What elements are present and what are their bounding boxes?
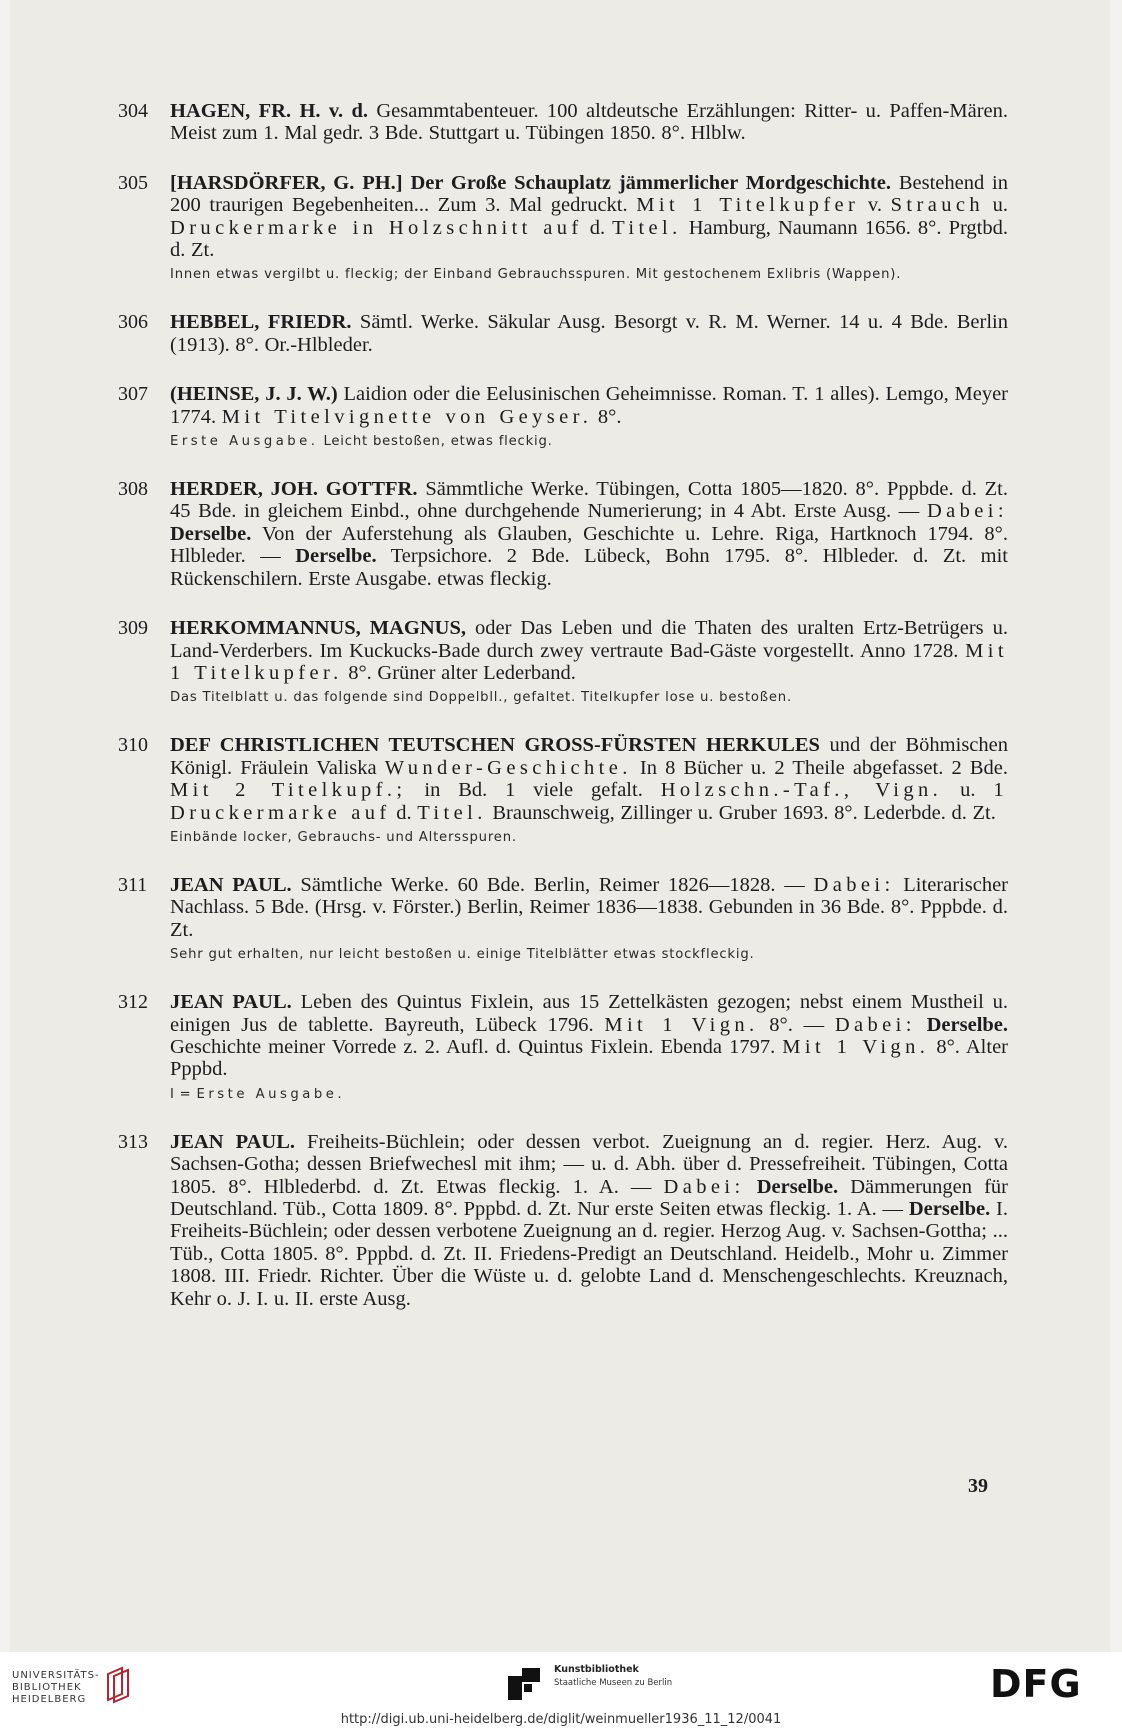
note-text-run: Sehr gut erhalten, nur leicht bestoßen u. einige Titelblätter etwas stockfleckig. xyxy=(170,947,755,963)
uni-logo-line: UNIVERSITÄTS- xyxy=(12,1670,100,1681)
entry-number: 310 xyxy=(118,734,148,757)
spaced-text: Mit 2 Titelkupf.; xyxy=(170,779,407,802)
entry-condition-note xyxy=(170,829,1008,847)
scanned-page xyxy=(10,0,1110,1652)
entry-text-run: In 8 Bücher u. 2 Theile abgefasset. 2 Bde. xyxy=(631,756,1008,779)
uni-logo-line: HEIDELBERG xyxy=(12,1694,87,1705)
catalog-entry xyxy=(118,311,1008,356)
spaced-text: Mit 1 Titelkupfer xyxy=(636,194,860,217)
catalog-entry xyxy=(118,100,1008,145)
entry-body xyxy=(170,734,1008,847)
entry-condition-note xyxy=(170,433,1008,451)
catalog-entry xyxy=(118,991,1008,1104)
entry-number: 304 xyxy=(118,100,148,122)
entry-text-run: Von der Auferstehung als Glauben, Geschichte u. Lehre. Riga, Hartknoch 1794. 8°. Hlbleder. — xyxy=(170,522,1008,568)
entry-text-run: u. xyxy=(942,779,994,802)
kunstbibliothek-name: Kunstbibliothek xyxy=(554,1664,639,1675)
spaced-text: Holzschn.-Taf., Vign. xyxy=(660,779,943,802)
entry-text-run: Hamburg, Naumann 1656. 8°. Prgtbd. d. Zt. xyxy=(170,216,1008,262)
spaced-text: Titel. xyxy=(612,216,682,239)
entry-number: 307 xyxy=(118,383,148,406)
entry-text-run: 8°. xyxy=(592,405,622,428)
note-text-run: Einbände locker, Gebrauchs- und Altersspuren. xyxy=(170,829,517,845)
entry-description xyxy=(170,734,1008,824)
entry-condition-note xyxy=(170,946,1008,964)
entry-text-run: Dämmerungen für Deutschland. Tüb., Cotta 1809. 8°. Pppbd. d. Zt. Nur erste Seiten etwas fleckig. 1. A. — xyxy=(170,1175,1009,1220)
entry-description xyxy=(170,383,1008,428)
entry-text-run: u. xyxy=(984,194,1009,217)
catalog-entry xyxy=(118,172,1008,285)
entry-description xyxy=(170,311,1008,356)
entry-text-run: Sämmtliche Werke. Tübingen, Cotta 1805—1820. 8°. Pppbde. d. Zt. 45 Bde. in gleichem Einbd., ohne durchgehende Numerierung; in 4 Abt. Erste Ausg. — xyxy=(170,478,1009,523)
entry-author: JEAN PAUL. xyxy=(170,1130,295,1153)
entry-text-run: Bestehend in 200 traurigen Begebenheiten... Zum 3. Mal gedruckt. xyxy=(170,171,1008,217)
entry-body xyxy=(170,383,1008,451)
kunstbibliothek-subtitle: Staatliche Museen zu Berlin xyxy=(554,1678,673,1688)
entry-author: HERKOMMANNUS, MAGNUS, xyxy=(170,617,466,640)
spaced-text: Mit Titelvignette von Geyser. xyxy=(221,405,593,428)
museum-mark-icon xyxy=(508,1668,544,1700)
entry-condition-note xyxy=(170,689,1008,707)
spaced-text: Dabei: xyxy=(926,500,1008,523)
spaced-text: Titel. xyxy=(417,801,487,824)
footer xyxy=(0,1652,1122,1733)
entry-description xyxy=(170,617,1008,684)
bold-text: Derselbe. xyxy=(170,522,252,545)
entry-text-run: Sämtliche Werke. 60 Bde. Berlin, Reimer 1826—1828. — xyxy=(291,873,814,896)
entry-author: JEAN PAUL. xyxy=(170,991,292,1014)
entry-description xyxy=(170,1131,1008,1310)
catalog-entry xyxy=(118,874,1008,964)
spaced-text: Druckermarke in Holzschnitt auf xyxy=(170,216,583,239)
entry-number: 305 xyxy=(118,171,148,194)
entry-text-run: 8°. Alter Pppbd. xyxy=(170,1035,1008,1081)
catalog-entry xyxy=(118,1131,1008,1310)
entry-body xyxy=(170,1131,1008,1310)
entry-body xyxy=(170,991,1008,1104)
entry-text-run: v. xyxy=(859,194,891,217)
entry-number: 306 xyxy=(118,311,148,334)
catalog-entry xyxy=(118,617,1008,707)
note-text-run: Das Titelblatt u. das folgende sind Doppelbll., gefaltet. Titelkupfer lose u. bestoßen. xyxy=(170,690,792,706)
entry-number: 312 xyxy=(118,991,148,1014)
spaced-text: Mit 1 Vign. xyxy=(604,1013,759,1036)
catalog-entries xyxy=(118,100,1008,1337)
spaced-text: Erste Ausgabe. xyxy=(170,434,319,450)
uni-logo-line: BIBLIOTHEK xyxy=(12,1682,82,1693)
catalog-entry xyxy=(118,478,1008,590)
entry-text-run xyxy=(745,1176,757,1198)
entry-author: DEF CHRISTLICHEN TEUTSCHEN GROSS-FÜRSTEN HERKULES xyxy=(170,734,820,757)
spaced-text: Wunder-Geschichte. xyxy=(384,756,632,779)
entry-condition-note xyxy=(170,1086,1008,1104)
catalog-entry xyxy=(118,383,1008,451)
page-number: 39 xyxy=(968,1475,988,1497)
entry-text-run: I. Freiheits-Büchlein; oder dessen verbotene Zueignung an d. regier. Herzog Aug. v. Sachsen-Gottha; ... Tüb., Cotta 1805. 8°. Pppbd. d. Zt. II. Friedens-Predigt an Deutschland. Heidelb., Mohr u. Zimmer 1808. III. Friedr. Richter. Über die Wüste u. d. gelobte Land d. Menschengeschlechts. Kreuznach, Kehr o. J. I. u. II. erste Ausg. xyxy=(170,1198,1009,1310)
entry-text-run: Terpsichore. 2 Bde. Lübeck, Bohn 1795. 8°. Hlbleder. d. Zt. mit Rückenschilern. Erste Ausgabe. etwas fleckig. xyxy=(170,545,1008,590)
entry-text-run: in Bd. 1 viele gefalt. xyxy=(406,779,661,802)
catalog-entry xyxy=(118,734,1008,847)
entry-description xyxy=(170,172,1008,262)
entry-author: HEBBEL, FRIEDR. xyxy=(170,311,352,334)
spaced-text: 1 Druckermarke auf xyxy=(170,779,1009,824)
spaced-text: Erste Ausgabe. xyxy=(196,1086,346,1102)
spaced-text: Dabei: xyxy=(663,1175,745,1198)
entry-text-run xyxy=(916,1014,927,1036)
university-library-logo[interactable] xyxy=(12,1670,100,1706)
entry-body xyxy=(170,172,1008,285)
entry-description xyxy=(170,874,1008,941)
permalink-url[interactable]: http://digi.ub.uni-heidelberg.de/diglit/weinmueller1936_11_12/0041 xyxy=(340,1712,782,1727)
entry-author: HERDER, JOH. GOTTFR. xyxy=(170,478,418,501)
entry-text-run: d. xyxy=(390,801,418,824)
entry-body xyxy=(170,311,1008,356)
entry-text-run: Sämtl. Werke. Säkular Ausg. Besorgt v. R. M. Werner. 14 u. 4 Bde. Berlin (1913). 8°. Or.-Hlbleder. xyxy=(170,311,1008,356)
dfg-logo[interactable]: DFG xyxy=(990,1662,1082,1706)
spaced-text: Mit 1 Vign. xyxy=(782,1035,930,1058)
entry-text-run: Literarischer Nachlass. 5 Bde. (Hrsg. v. Förster.) Berlin, Reimer 1836—1838. Gebunden in 36 Bde. 8°. Pppbde. d. Zt. xyxy=(170,873,1008,941)
bold-text: Derselbe. xyxy=(926,1013,1009,1036)
entry-description xyxy=(170,100,1008,145)
entry-text-run: Braunschweig, Zillinger u. Gruber 1693. 8°. Lederbde. d. Zt. xyxy=(486,801,996,824)
entry-body xyxy=(170,874,1008,964)
entry-text-run: Gesammtabenteuer. 100 altdeutsche Erzählungen: Ritter- u. Paffen-Mären. Meist zum 1. Mal gedr. 3 Bde. Stuttgart u. Tübingen 1850. 8°. Hlblw. xyxy=(170,100,1008,145)
spaced-text: Dabei: xyxy=(813,873,895,896)
entry-text-run: oder Das Leben und die Thaten des uralten Ertz-Betrügers u. Land-Verderbers. Im Kuckucks-Bade durch zwey vertraute Bad-Gäste vorgestellt. Anno 1728. xyxy=(170,617,1008,662)
book-icon xyxy=(104,1664,134,1704)
entry-number: 311 xyxy=(118,873,148,896)
entry-body xyxy=(170,478,1008,590)
kunstbibliothek-logo[interactable] xyxy=(508,1660,708,1700)
entry-author: HAGEN, FR. H. v. d. xyxy=(170,100,368,122)
entry-text-run: und der Böhmischen Königl. Fräulein Valiska xyxy=(170,734,1008,779)
entry-author: (HEINSE, J. J. W.) xyxy=(170,383,338,406)
note-text-run: I = xyxy=(170,1086,197,1102)
entry-body xyxy=(170,617,1008,707)
entry-body xyxy=(170,100,1008,145)
bold-text: Derselbe. xyxy=(908,1198,991,1220)
note-text-run: Leicht bestoßen, etwas fleckig. xyxy=(318,434,553,450)
entry-text-run: Leben des Quintus Fixlein, aus 15 Zettelkästen gezogen; nebst einem Mustheil u. einigen Jus de tablette. Bayreuth, Lübeck 1796. xyxy=(170,991,1008,1036)
entry-text-run: Laidion oder die Eelusinischen Geheimnisse. Roman. T. 1 alles). Lemgo, Meyer 1774. xyxy=(170,383,1008,428)
entry-text-run: Geschichte meiner Vorrede z. 2. Aufl. d. Quintus Fixlein. Ebenda 1797. xyxy=(170,1035,783,1058)
entry-description xyxy=(170,991,1008,1081)
note-text-run: Innen etwas vergilbt u. fleckig; der Einband Gebrauchsspuren. Mit gestochenem Exlibris (Wappen). xyxy=(170,267,902,283)
spaced-text: Mit 1 Titelkupfer. xyxy=(170,639,1008,684)
entry-author: [HARSDÖRFER, G. PH.] Der Große Schauplatz jämmerlicher Mordgeschichte. xyxy=(170,171,891,194)
bold-text: Derselbe. xyxy=(756,1175,839,1198)
entry-text-run: 8°. — xyxy=(758,1013,835,1036)
entry-number: 309 xyxy=(118,617,148,640)
entry-description xyxy=(170,478,1008,590)
entry-author: JEAN PAUL. xyxy=(170,873,292,896)
entry-number: 313 xyxy=(118,1130,148,1153)
entry-number: 308 xyxy=(118,478,148,501)
entry-text-run: d. xyxy=(582,216,613,239)
bold-text: Derselbe. xyxy=(295,545,377,568)
spaced-text: Strauch xyxy=(890,194,985,217)
entry-condition-note xyxy=(170,266,1008,284)
entry-text-run: 8°. Grüner alter Lederband. xyxy=(342,661,576,684)
spaced-text: Dabei: xyxy=(834,1013,916,1036)
entry-text-run: Freiheits-Büchlein; oder dessen verbot. Zueignung an d. regier. Herz. Aug. v. Sachsen-Gotha; dessen Briefwechesl mit ihm; — u. d. Abh. über d. Pressefreiheit. Tübingen, Cotta 1805. 8°. Hlblederbd. d. Zt. Etwas fleckig. 1. A. — xyxy=(170,1130,1008,1198)
